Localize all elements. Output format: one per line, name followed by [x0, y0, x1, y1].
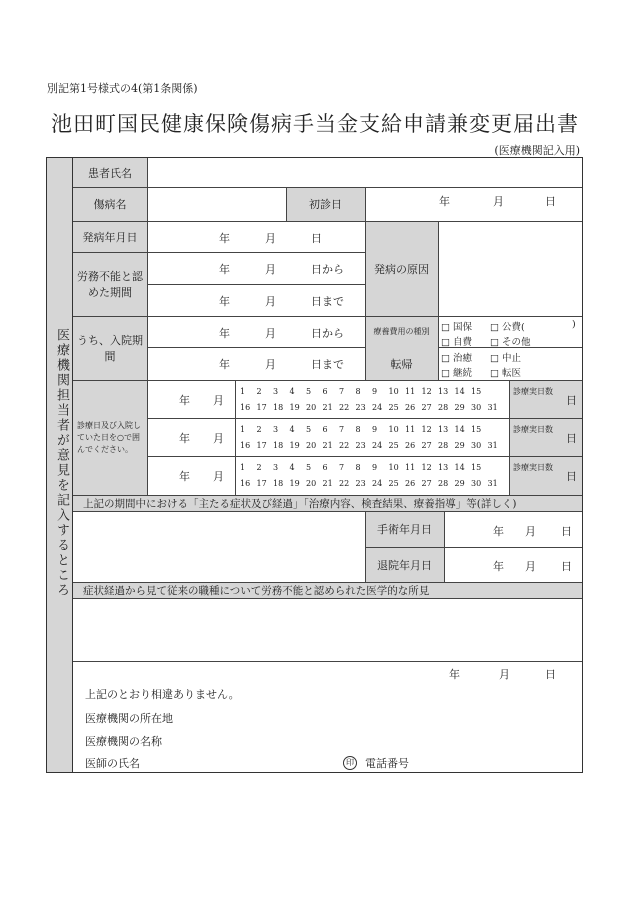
- calendar-day[interactable]: 15: [471, 387, 482, 396]
- calendar-day[interactable]: 21: [322, 403, 333, 412]
- label-incapacity-period: 労務不能と認めた期間: [77, 270, 143, 299]
- calendar-day[interactable]: 17: [256, 441, 267, 450]
- form-frame: 医療機関担当者が意見を記入するところ 患者氏名 傷病名 初診日 発病年月日 労務不能と認めた期間 うち、入院期間 発病の原因 療養費用の種別 転帰 診療日及び入院していた日を○で囲んでください。 手術年月日 退院年月日 上記の期間中における「主たる症状及び経過」「治療内容、検査結果、療養指導」等(詳しく) 症状経過から見て従来の職種について労務不能と認められた医学的な所見 年 月 日 年 月 日 年 月 日から 年 月 日まで 年 月 日から 年 月 日まで □ 国保 □ 公費( ) □ 自費 □ その他 □ 治癒 □ 中止 □ 継続 □ 転医 年 月 1 2 3 4 5 6 7 8 9 10 11 12 13 14 15 16 17 18 19 20 21 22 23 24 25 26 27 28 29 30 31 診療実日数 日 年 月 1 2 3 4 5 6 7 8 9 10 11 12 13 14 15 16 17 18 19 20 21 22 23 24 25 26 27 28 29 30 31 診療実日数 日 年 月 1 2 3 4 5 6 7 8 9 10 11 12 13 14 15 16 17 18 19 20 21 22 23 24 25 26 27 28 29 30 31 診療実日数 日 年 月 日 年 月 日 年 月 日 上記のとおり相違ありません。 医療機関の所在地 医療機関の名称 医師の氏名 印 電話番号: [46, 157, 583, 773]
- calendar-day[interactable]: 28: [438, 403, 449, 412]
- side-label: 医療機関担当者が意見を記入するところ: [54, 328, 69, 598]
- outcome-continued[interactable]: □ 継続: [441, 368, 472, 379]
- calendar-day[interactable]: 10: [388, 425, 399, 434]
- cost-option-kohi[interactable]: □ 公費(: [490, 322, 525, 333]
- calendar-day[interactable]: 4: [289, 463, 295, 472]
- calendar-day[interactable]: 23: [355, 479, 366, 488]
- calendar-day[interactable]: 20: [306, 441, 317, 450]
- calendar-day[interactable]: 5: [306, 387, 312, 396]
- label-actual-days: 診療実日数: [513, 425, 553, 434]
- calendar-day[interactable]: 4: [289, 387, 295, 396]
- calendar-day[interactable]: 8: [355, 425, 361, 434]
- calendar-day[interactable]: 20: [306, 479, 317, 488]
- calendar-day[interactable]: 29: [454, 441, 465, 450]
- actual-days-unit: 日: [566, 470, 577, 483]
- calendar-day[interactable]: 9: [372, 463, 378, 472]
- calendar-day[interactable]: 23: [355, 403, 366, 412]
- calendar-year-unit: 年: [179, 432, 190, 445]
- calendar-month-unit: 月: [213, 432, 224, 445]
- calendar-day[interactable]: 3: [273, 425, 279, 434]
- calendar-day[interactable]: 23: [355, 441, 366, 450]
- calendar-day[interactable]: 21: [322, 441, 333, 450]
- calendar-day[interactable]: 10: [388, 387, 399, 396]
- calendar-day[interactable]: 21: [322, 479, 333, 488]
- label-surgery-date: 手術年月日: [377, 523, 432, 536]
- calendar-day[interactable]: 22: [339, 441, 350, 450]
- form-note: (医療機関記入用): [494, 144, 580, 157]
- calendar-day[interactable]: 11: [405, 425, 416, 434]
- outcome-transfer[interactable]: □ 転医: [490, 368, 521, 379]
- calendar-day[interactable]: 5: [306, 463, 312, 472]
- calendar-day[interactable]: 9: [372, 387, 378, 396]
- cost-option-kokuho[interactable]: □ 国保: [441, 322, 472, 333]
- calendar-day[interactable]: 22: [339, 403, 350, 412]
- calendar-day[interactable]: 13: [438, 387, 449, 396]
- calendar-day[interactable]: 2: [256, 387, 262, 396]
- label-patient-name: 患者氏名: [88, 166, 132, 180]
- calendar-day[interactable]: 24: [372, 403, 383, 412]
- actual-days-unit: 日: [566, 432, 577, 445]
- calendar-day[interactable]: 29: [454, 403, 465, 412]
- label-opinion-heading: 症状経過から見て従来の職種について労務不能と認められた医学的な所見: [83, 584, 430, 597]
- label-outcome: 転帰: [390, 357, 413, 371]
- calendar-month-unit: 月: [213, 470, 224, 483]
- calendar-day[interactable]: 7: [339, 425, 345, 434]
- calendar-day[interactable]: 18: [273, 479, 284, 488]
- calendar-day[interactable]: 24: [372, 479, 383, 488]
- calendar-day[interactable]: 20: [306, 403, 317, 412]
- label-discharge-date: 退院年月日: [377, 558, 432, 572]
- calendar-day[interactable]: 19: [289, 403, 300, 412]
- calendar-day[interactable]: 6: [322, 425, 328, 434]
- calendar-day[interactable]: 26: [405, 479, 416, 488]
- calendar-day[interactable]: 15: [471, 463, 482, 472]
- side-label-band: [47, 158, 73, 772]
- calendar-day[interactable]: 3: [273, 387, 279, 396]
- label-onset-date: 発病年月日: [82, 230, 138, 244]
- calendar-day[interactable]: 3: [273, 463, 279, 472]
- calendar-day[interactable]: 8: [355, 387, 361, 396]
- calendar-day[interactable]: 27: [421, 441, 432, 450]
- calendar-day[interactable]: 8: [355, 463, 361, 472]
- label-doctor-name: 医師の氏名: [85, 757, 140, 770]
- calendar-day[interactable]: 29: [454, 479, 465, 488]
- calendar-day[interactable]: 16: [240, 479, 251, 488]
- calendar-day[interactable]: 1: [240, 387, 246, 396]
- calendar-day[interactable]: 30: [471, 479, 482, 488]
- calendar-day[interactable]: 26: [405, 441, 416, 450]
- calendar-day[interactable]: 9: [372, 425, 378, 434]
- calendar-day[interactable]: 25: [388, 441, 399, 450]
- label-cost-type: 療養費用の種別: [373, 327, 430, 336]
- calendar-day[interactable]: 18: [273, 441, 284, 450]
- calendar-day[interactable]: 16: [240, 403, 251, 412]
- label-hospitalization-period: うち、入院期間: [77, 334, 143, 363]
- calendar-day[interactable]: 17: [256, 403, 267, 412]
- calendar-day[interactable]: 24: [372, 441, 383, 450]
- outcome-cured[interactable]: □ 治癒: [441, 353, 472, 364]
- calendar-day[interactable]: 5: [306, 425, 312, 434]
- seal-icon: 印: [343, 756, 357, 770]
- calendar-day[interactable]: 26: [405, 403, 416, 412]
- calendar-year-unit: 年: [179, 470, 190, 483]
- calendar-day[interactable]: 31: [487, 403, 498, 412]
- calendar-day[interactable]: 13: [438, 463, 449, 472]
- calendar-day[interactable]: 2: [256, 425, 262, 434]
- label-phone: 電話番号: [365, 757, 409, 770]
- label-visit-days: 診療日及び入院していた日を○で囲んでください。: [77, 420, 141, 454]
- calendar-day[interactable]: 18: [273, 403, 284, 412]
- calendar-day[interactable]: 31: [487, 479, 498, 488]
- calendar-day[interactable]: 16: [240, 441, 251, 450]
- calendar-day[interactable]: 30: [471, 441, 482, 450]
- certify-text: 上記のとおり相違ありません。: [85, 688, 240, 701]
- cost-option-other[interactable]: □ その他: [490, 337, 531, 348]
- calendar-day[interactable]: 17: [256, 479, 267, 488]
- label-disease-name: 傷病名: [93, 198, 127, 211]
- calendar-day[interactable]: 12: [421, 463, 432, 472]
- calendar-day[interactable]: 7: [339, 387, 345, 396]
- calendar-day[interactable]: 6: [322, 387, 328, 396]
- calendar-day[interactable]: 22: [339, 479, 350, 488]
- cost-option-jihi[interactable]: □ 自費: [441, 337, 472, 348]
- calendar-day[interactable]: 7: [339, 463, 345, 472]
- calendar-day[interactable]: 25: [388, 479, 399, 488]
- calendar-day[interactable]: 19: [289, 479, 300, 488]
- calendar-day[interactable]: 1: [240, 463, 246, 472]
- calendar-year-unit: 年: [179, 394, 190, 407]
- label-first-visit: 初診日: [309, 198, 342, 211]
- form-number: 別記第1号様式の4(第1条関係): [47, 82, 198, 95]
- calendar-day[interactable]: 6: [322, 463, 328, 472]
- calendar-day[interactable]: 27: [421, 479, 432, 488]
- calendar-day[interactable]: 14: [454, 387, 465, 396]
- form-title: 池田町国民健康保険傷病手当金支給申請兼変更届出書: [51, 112, 579, 136]
- calendar-day[interactable]: 10: [388, 463, 399, 472]
- seal-mark: [343, 755, 409, 771]
- calendar-day[interactable]: 27: [421, 403, 432, 412]
- label-facility-address: 医療機関の所在地: [85, 712, 173, 725]
- calendar-month-unit: 月: [213, 394, 224, 407]
- calendar-day[interactable]: 31: [487, 441, 498, 450]
- calendar-day[interactable]: 1: [240, 425, 246, 434]
- calendar-day[interactable]: 14: [454, 463, 465, 472]
- calendar-day[interactable]: 28: [438, 441, 449, 450]
- label-actual-days: 診療実日数: [513, 387, 553, 396]
- label-facility-name: 医療機関の名称: [85, 735, 162, 748]
- calendar-day[interactable]: 15: [471, 425, 482, 434]
- calendar-day[interactable]: 12: [421, 387, 432, 396]
- calendar-day[interactable]: 11: [405, 463, 416, 472]
- calendar-day[interactable]: 14: [454, 425, 465, 434]
- label-cause: 発病の原因: [374, 262, 429, 276]
- calendar-day[interactable]: 25: [388, 403, 399, 412]
- calendar-day[interactable]: 4: [289, 425, 295, 434]
- label-course-heading: 上記の期間中における「主たる症状及び経過」「治療内容、検査結果、療養指導」等(詳しく): [83, 497, 517, 510]
- outcome-stopped[interactable]: □ 中止: [490, 353, 521, 364]
- calendar-day[interactable]: 28: [438, 479, 449, 488]
- calendar-day[interactable]: 13: [438, 425, 449, 434]
- calendar-day[interactable]: 30: [471, 403, 482, 412]
- calendar-day[interactable]: 2: [256, 463, 262, 472]
- label-actual-days: 診療実日数: [513, 463, 553, 472]
- calendar-day[interactable]: 12: [421, 425, 432, 434]
- calendar-day[interactable]: 19: [289, 441, 300, 450]
- actual-days-unit: 日: [566, 394, 577, 407]
- calendar-day[interactable]: 11: [405, 387, 416, 396]
